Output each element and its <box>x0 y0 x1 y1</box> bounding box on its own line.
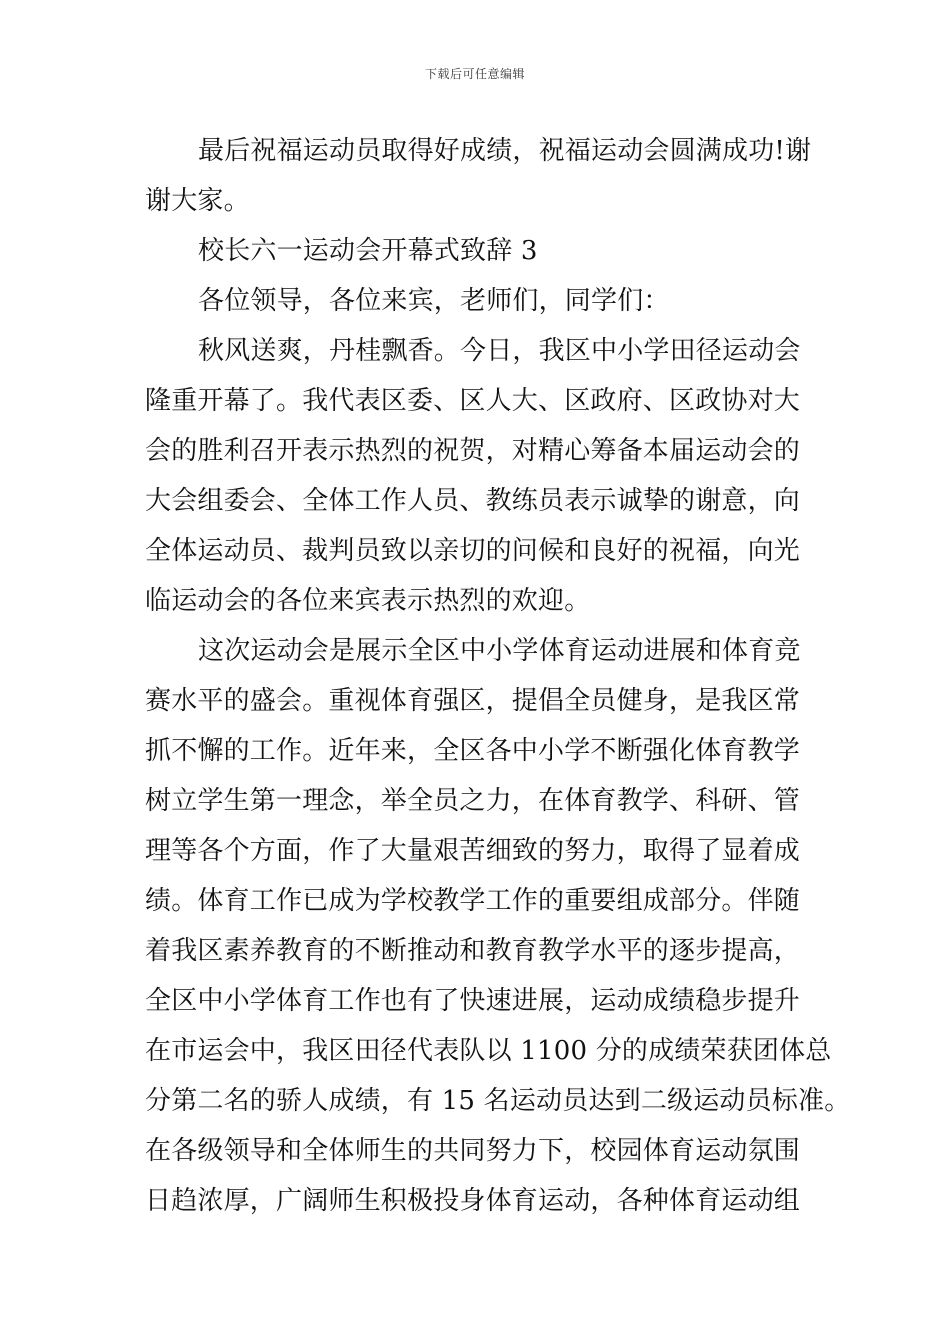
text-line: 隆重开幕了。我代表区委、区人大、区政府、区政协对大 <box>145 386 801 416</box>
text-line: 赛水平的盛会。重视体育强区，提倡全员健身，是我区常 <box>145 686 801 716</box>
text-line: 全区中小学体育工作也有了快速进展，运动成绩稳步提升 <box>145 986 801 1016</box>
text-line: 各位领导，各位来宾，老师们，同学们： <box>198 286 670 316</box>
text-line: 秋风送爽，丹桂飘香。今日，我区中小学田径运动会 <box>198 336 801 366</box>
document-body <box>145 126 851 1226</box>
text-line: 理等各个方面，作了大量艰苦细致的努力，取得了显着成 <box>145 836 801 866</box>
text-line: 日趋浓厚，广阔师生积极投身体育运动，各种体育运动组 <box>145 1186 801 1216</box>
text-line: 树立学生第一理念，举全员之力，在体育教学、科研、管 <box>145 786 801 816</box>
text-line: 谢大家。 <box>145 186 250 216</box>
text-line: 绩。体育工作已成为学校教学工作的重要组成部分。伴随 <box>145 886 801 916</box>
text-line: 着我区素养教育的不断推动和教育教学水平的逐步提高， <box>145 936 801 966</box>
text-line: 这次运动会是展示全区中小学体育运动进展和体育竞 <box>198 636 801 666</box>
text-line: 在市运会中，我区田径代表队以 1100 分的成绩荣获团体总 <box>145 1036 832 1066</box>
text-line: 分第二名的骄人成绩，有 15 名运动员达到二级运动员标准。 <box>145 1086 851 1116</box>
text-line: 在各级领导和全体师生的共同努力下，校园体育运动氛围 <box>145 1136 801 1166</box>
text-line: 最后祝福运动员取得好成绩，祝福运动会圆满成功!谢 <box>198 136 812 166</box>
text-line: 临运动会的各位来宾表示热烈的欢迎。 <box>145 586 591 616</box>
text-line: 抓不懈的工作。近年来，全区各中小学不断强化体育教学 <box>145 736 801 766</box>
page-header: 下载后可任意编辑 <box>424 67 525 81</box>
text-line: 全体运动员、裁判员致以亲切的问候和良好的祝福，向光 <box>145 536 801 566</box>
text-line: 校长六一运动会开幕式致辞 3 <box>198 236 538 266</box>
text-line: 大会组委会、全体工作人员、教练员表示诚挚的谢意，向 <box>145 486 801 516</box>
text-line: 会的胜利召开表示热烈的祝贺，对精心筹备本届运动会的 <box>145 436 801 466</box>
